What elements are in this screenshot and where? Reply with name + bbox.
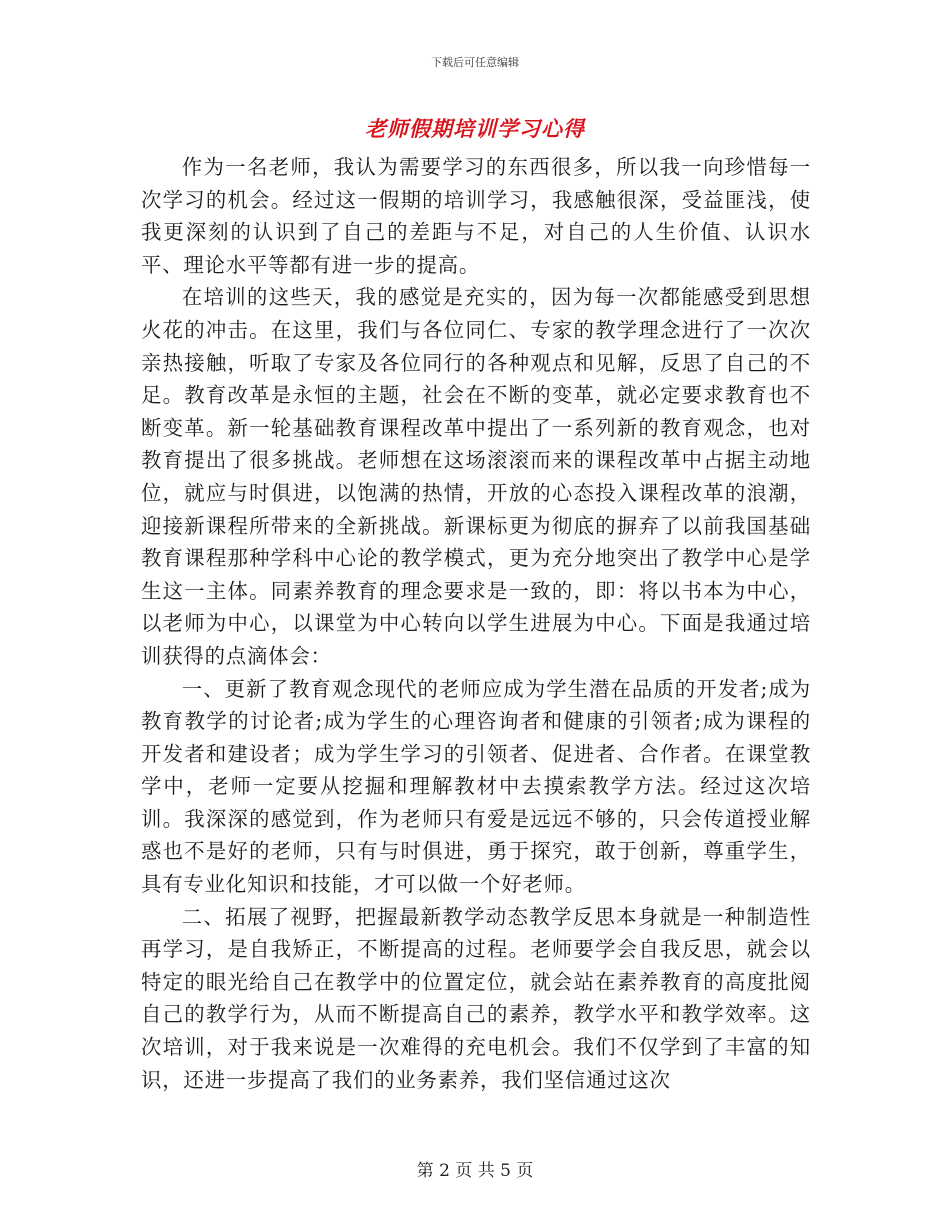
- paragraph-1: 作为一名老师，我认为需要学习的东西很多，所以我一向珍惜每一次学习的机会。经过这一假期的培训学习，我感触很深，受益匪浅，使我更深刻的认识到了自己的差距与不足，对自己的人生价值、认识水平、理论水平等都有进一步的提高。: [141, 155, 811, 277]
- document-body: [141, 151, 811, 1096]
- paragraph-2: 在培训的这些天，我的感觉是充实的，因为每一次都能感受到思想火花的冲击。在这里，我们与各位同仁、专家的教学理念进行了一次次亲热接触，听取了专家及各位同行的各种观点和见解，反思了自己的不足。教育改革是永恒的主题，社会在不断的变革，就必定要求教育也不断变革。新一轮基础教育课程改革中提出了一系列新的教育观念，也对教育提出了很多挑战。老师想在这场滚滚而来的课程改革中占据主动地位，就应与时俱进，以饱满的热情，开放的心态投入课程改革的浪潮，迎接新课程所带来的全新挑战。新课标更为彻底的摒弃了以前我国基础教育课程那种学科中心论的教学模式，更为充分地突出了教学中心是学生这一主体。同素养教育的理念要求是一致的，即：将以书本为中心，以老师为中心，以课堂为中心转向以学生进展为中心。下面是我通过培训获得的点滴体会：: [141, 285, 811, 668]
- header-note: 下载后可任意编辑: [431, 56, 519, 69]
- page-number-footer: 第 2 页 共 5 页: [416, 1161, 534, 1181]
- paragraph-3: 一、更新了教育观念现代的老师应成为学生潜在品质的开发者;成为教育教学的讨论者;成为学生的心理咨询者和健康的引领者;成为课程的开发者和建设者；成为学生学习的引领者、促进者、合作者。在课堂教学中，老师一定要从挖掘和理解教材中去摸索教学方法。经过这次培训。我深深的感觉到，作为老师只有爱是远远不够的，只会传道授业解惑也不是好的老师，只有与时俱进，勇于探究，敢于创新，尊重学生，具有专业化知识和技能，才可以做一个好老师。: [141, 676, 811, 897]
- document-title: 老师假期培训学习心得: [365, 116, 585, 141]
- paragraph-4: 二、拓展了视野，把握最新教学动态教学反思本身就是一种制造性再学习，是自我矫正，不断提高的过程。老师要学会自我反思，就会以特定的眼光给自己在教学中的位置定位，就会站在素养教育的高度批阅自己的教学行为，从而不断提高自己的素养，教学水平和教学效率。这次培训，对于我来说是一次难得的充电机会。我们不仅学到了丰富的知识，还进一步提高了我们的业务素养，我们坚信通过这次: [141, 904, 811, 1092]
